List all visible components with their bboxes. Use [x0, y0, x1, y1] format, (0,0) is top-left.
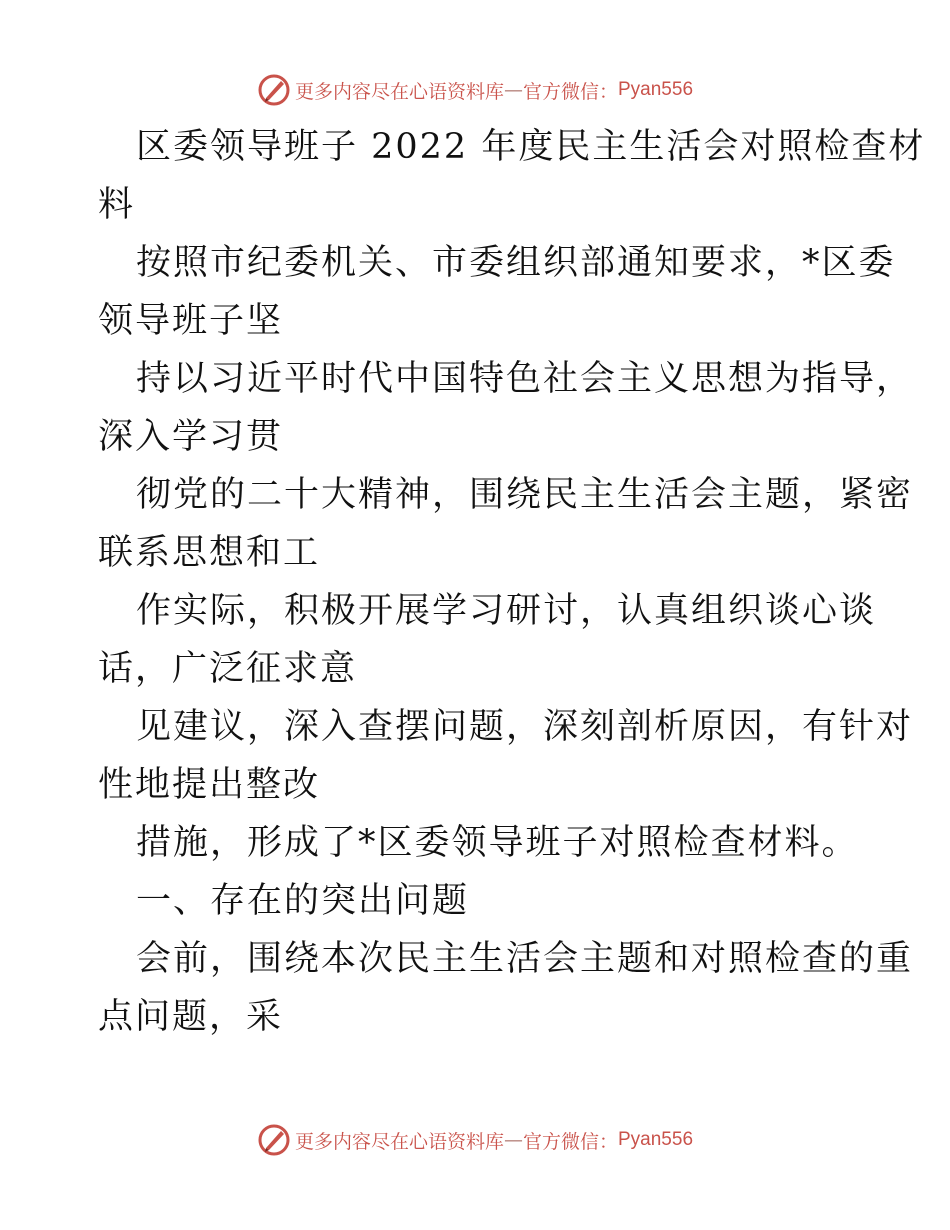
paragraph-line: 深入学习贯 — [98, 417, 284, 457]
watermark-wechat-id: Pyan556 — [618, 1129, 694, 1150]
watermark-wechat-id: Pyan556 — [618, 79, 694, 100]
watermark-site-text: 更多内容尽在心语资料库 — [294, 1130, 504, 1153]
footer-watermark — [0, 1120, 950, 1160]
paragraph-line: 性地提出整改 — [98, 765, 321, 805]
paragraph-line: 作实际，积极开展学习研讨，认真组织谈心谈 — [136, 591, 877, 631]
watermark-dash: — — [503, 79, 523, 101]
paragraph-line: 持以习近平时代中国特色社会主义思想为指导， — [136, 359, 914, 399]
document-title-line-1: 区委领导班子 2022 年度民主生活会对照检查材 — [136, 127, 926, 167]
quill-seal-icon — [257, 73, 291, 107]
paragraph-line: 见建议，深入查摆问题，深刻剖析原因，有针对 — [136, 707, 914, 747]
paragraph-line: 会前，围绕本次民主生活会主题和对照检查的重 — [136, 939, 914, 979]
header-watermark — [0, 70, 950, 110]
quill-seal-icon — [257, 1123, 291, 1157]
section-heading: 一、存在的突出问题 — [136, 881, 470, 921]
watermark-wechat-label: 官方微信： — [522, 1130, 618, 1153]
paragraph-line: 彻党的二十大精神，围绕民主生活会主题，紧密 — [136, 475, 914, 515]
document-title-line-2: 料 — [98, 185, 136, 225]
paragraph-line: 按照市纪委机关、市委组织部通知要求，*区委 — [136, 243, 896, 283]
watermark-wechat-label: 官方微信： — [522, 80, 618, 103]
paragraph-line: 话，广泛征求意 — [98, 649, 358, 689]
paragraph-line: 领导班子坚 — [98, 301, 284, 341]
paragraph-line: 措施，形成了*区委领导班子对照检查材料。 — [136, 823, 859, 863]
watermark-site-text: 更多内容尽在心语资料库 — [294, 80, 504, 103]
paragraph-line: 点问题，采 — [98, 997, 284, 1037]
paragraph-line: 联系思想和工 — [98, 533, 321, 573]
watermark-dash: — — [503, 1129, 523, 1151]
document-body — [98, 118, 926, 1046]
